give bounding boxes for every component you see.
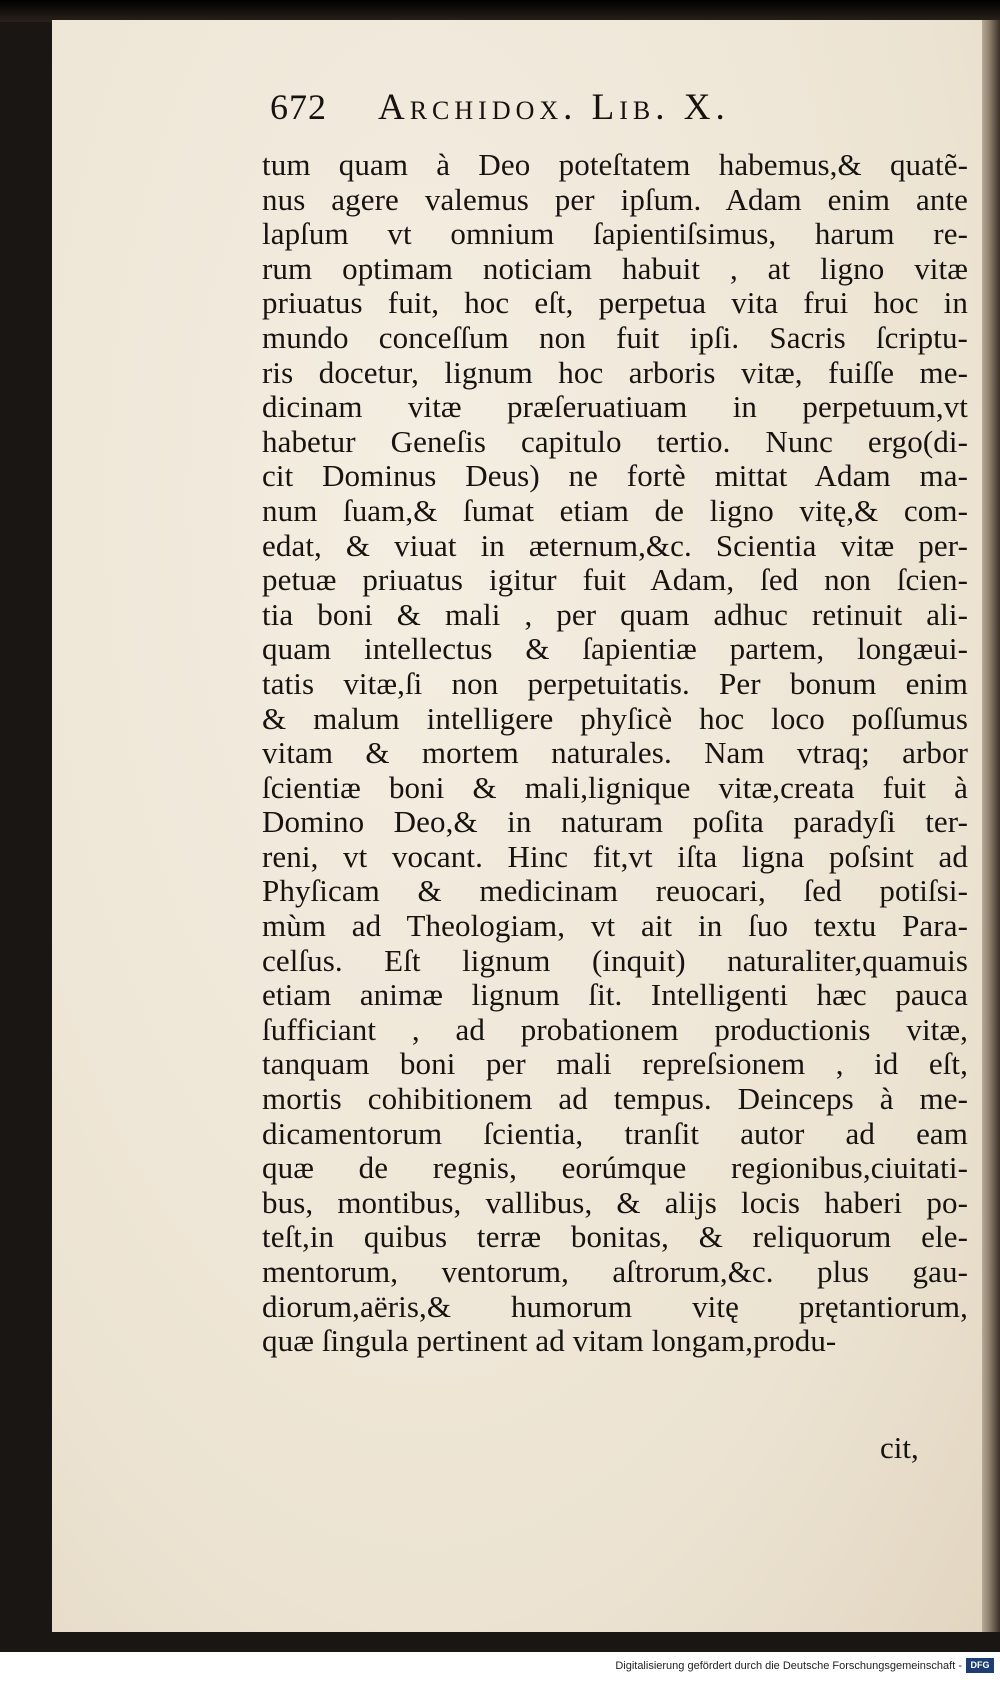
catchword: cit, — [880, 1430, 919, 1465]
text-line: tanquam boni per mali repreſsionem , id eſt, — [262, 1046, 968, 1082]
text-line: quæ de regnis, eorúmque regionibus,ciuitati- — [262, 1150, 968, 1186]
text-line: ris docetur, lignum hoc arboris vitæ, fuiſſe me- — [262, 354, 968, 390]
text-line: dicinam vitæ præſeruatiuam in perpetuum,vt — [262, 389, 968, 425]
text-line: dicamentorum ſcientia, tranſit autor ad eam — [262, 1115, 968, 1151]
text-line: petuæ priuatus igitur fuit Adam, ſed non ſcien- — [262, 562, 968, 598]
text-line: lapſum vt omnium ſapientiſsimus, harum re- — [262, 216, 968, 252]
digitization-footer — [0, 1652, 1000, 1683]
text-line: nus agere valemus per ipſum. Adam enim ante — [262, 181, 968, 217]
text-line: priuatus fuit, hoc eſt, perpetua vita frui hoc in — [262, 285, 968, 321]
text-line: etiam animæ lignum ſit. Intelligenti hæc pauca — [262, 977, 968, 1013]
text-line: Phyſicam & medicinam reuocari, ſed potiſsi- — [262, 873, 968, 909]
funding-credit: Digitalisierung gefördert durch die Deutsche Forschungsgemeinschaft - — [615, 1660, 962, 1672]
text-line: diorum,aëris,& humorum vitę prętantiorum, — [262, 1288, 968, 1324]
text-line: celſus. Eſt lignum (inquit) naturaliter,quamuis — [262, 942, 968, 978]
text-line: & malum intelligere phyſicè hoc loco poſſumus — [262, 700, 968, 736]
text-line: Domino Deo,& in naturam poſita paradyſi ter- — [262, 804, 968, 840]
text-line: vitam & mortem naturales. Nam vtraq; arbor — [262, 735, 968, 771]
text-line: edat, & viuat in æternum,&c. Scientia vitæ per- — [262, 527, 968, 563]
text-line: mortis cohibitionem ad tempus. Deinceps à me- — [262, 1081, 968, 1117]
text-line: num ſuam,& ſumat etiam de ligno vitę,& com- — [262, 492, 968, 528]
running-title: Archidox. Lib. X. — [378, 87, 730, 128]
text-line: reni, vt vocant. Hinc fit,vt iſta ligna poſsint ad — [262, 838, 968, 874]
body-text — [262, 148, 968, 1359]
text-line: teſt,in quibus terræ bonitas, & reliquorum ele- — [262, 1219, 968, 1255]
text-line: cit Dominus Deus) ne fortè mittat Adam ma- — [262, 458, 968, 494]
page-header — [270, 86, 870, 140]
text-line: ſufficiant , ad probationem productionis vitæ, — [262, 1011, 968, 1047]
text-line: ſcientiæ boni & mali,lignique vitæ,creata fuit à — [262, 769, 968, 805]
text-line: mundo conceſſum non fuit ipſi. Sacris ſcriptu- — [262, 319, 968, 355]
text-line: tatis vitæ,ſi non perpetuitatis. Per bonum enim — [262, 665, 968, 701]
text-line: quæ ſingula pertinent ad vitam longam,produ- — [262, 1323, 837, 1359]
page-edge — [982, 20, 1000, 1632]
text-line: habetur Geneſis capitulo tertio. Nunc ergo(di- — [262, 423, 968, 459]
text-line: rum optimam noticiam habuit , at ligno vitæ — [262, 250, 968, 286]
dfg-logo: DFG — [966, 1658, 994, 1673]
text-line: mùm ad Theologiam, vt ait in ſuo textu Para- — [262, 908, 968, 944]
text-line: mentorum, ventorum, aſtrorum,&c. plus gau- — [262, 1254, 968, 1289]
text-line: bus, montibus, vallibus, & alijs locis haberi po- — [262, 1184, 968, 1220]
text-line: tum quam à Deo poteſtatem habemus,& quatẽ- — [262, 147, 968, 182]
text-line: quam intellectus & ſapientiæ partem, longæui- — [262, 631, 968, 667]
page-number: 672 — [270, 87, 327, 127]
text-line: tia boni & mali , per quam adhuc retinuit ali- — [262, 596, 968, 632]
